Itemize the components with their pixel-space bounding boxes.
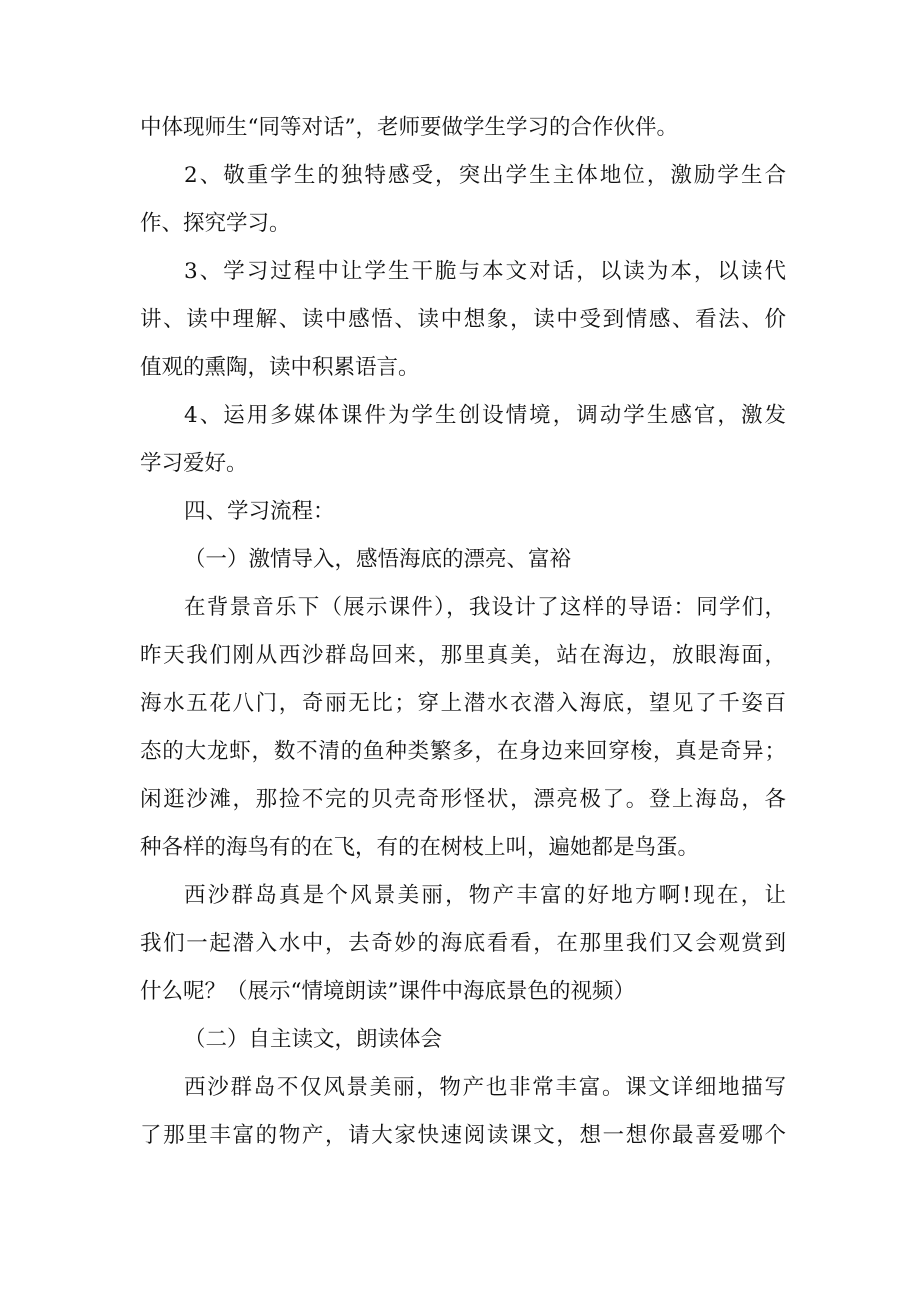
text-line: 4、运用多媒体课件为学生创设情境，调动学生感官，激发	[184, 403, 786, 428]
text-line: 值观的熏陶，读中积累语言。	[140, 355, 420, 380]
text-line: 昨天我们刚从西沙群岛回来，那里真美，站在海边，放眼海面，	[140, 643, 786, 668]
paragraph	[140, 872, 786, 1016]
text-line: 西沙群岛真是个风景美丽，物产丰富的好地方啊!现在，让	[184, 883, 786, 908]
paragraph	[140, 152, 786, 248]
text-line: （一）激情导入，感悟海底的漂亮、富裕	[184, 547, 572, 572]
text-line: 什么呢？（展示“情境朗读”课件中海底景色的视频）	[140, 979, 635, 1004]
text-line: 我们一起潜入水中，去奇妙的海底看看，在那里我们又会观赏到	[140, 931, 786, 956]
paragraph	[140, 1016, 786, 1064]
paragraph	[140, 248, 786, 392]
text-line: 作、探究学习。	[140, 211, 291, 236]
text-line: 西沙群岛不仅风景美丽，物产也非常丰富。课文详细地描写	[184, 1075, 786, 1100]
text-line: 2、敬重学生的独特感受，突出学生主体地位，激励学生合	[184, 163, 786, 188]
paragraph	[140, 584, 786, 872]
paragraph	[140, 392, 786, 488]
paragraph	[140, 488, 786, 536]
text-line: 态的大龙虾，数不清的鱼种类繁多，在身边来回穿梭，真是奇异；	[140, 739, 786, 764]
text-line: 四、学习流程：	[184, 499, 335, 524]
text-line: 海水五花八门，奇丽无比；穿上潜水衣潜入海底，望见了千姿百	[140, 691, 786, 716]
text-line: 学习爱好。	[140, 451, 248, 476]
document-body	[140, 104, 786, 1160]
paragraph	[140, 104, 786, 152]
text-line: 讲、读中理解、读中感悟、读中想象，读中受到情感、看法、价	[140, 307, 786, 332]
text-line: 种各样的海鸟有的在飞，有的在树枝上叫，遍她都是鸟蛋。	[140, 835, 700, 860]
text-line: 在背景音乐下（展示课件），我设计了这样的导语：同学们，	[184, 595, 786, 620]
paragraph	[140, 536, 786, 584]
text-line: 3、学习过程中让学生干脆与本文对话，以读为本，以读代	[184, 259, 786, 284]
text-line: 闲逛沙滩，那捡不完的贝壳奇形怪状，漂亮极了。登上海岛，各	[140, 787, 786, 812]
text-line: 中体现师生“同等对话”，老师要做学生学习的合作伙伴。	[140, 115, 678, 140]
text-line: 了那里丰富的物产，请大家快速阅读课文，想一想你最喜爱哪个	[140, 1123, 786, 1148]
text-line: （二）自主读文，朗读体会	[184, 1027, 443, 1052]
paragraph	[140, 1064, 786, 1160]
